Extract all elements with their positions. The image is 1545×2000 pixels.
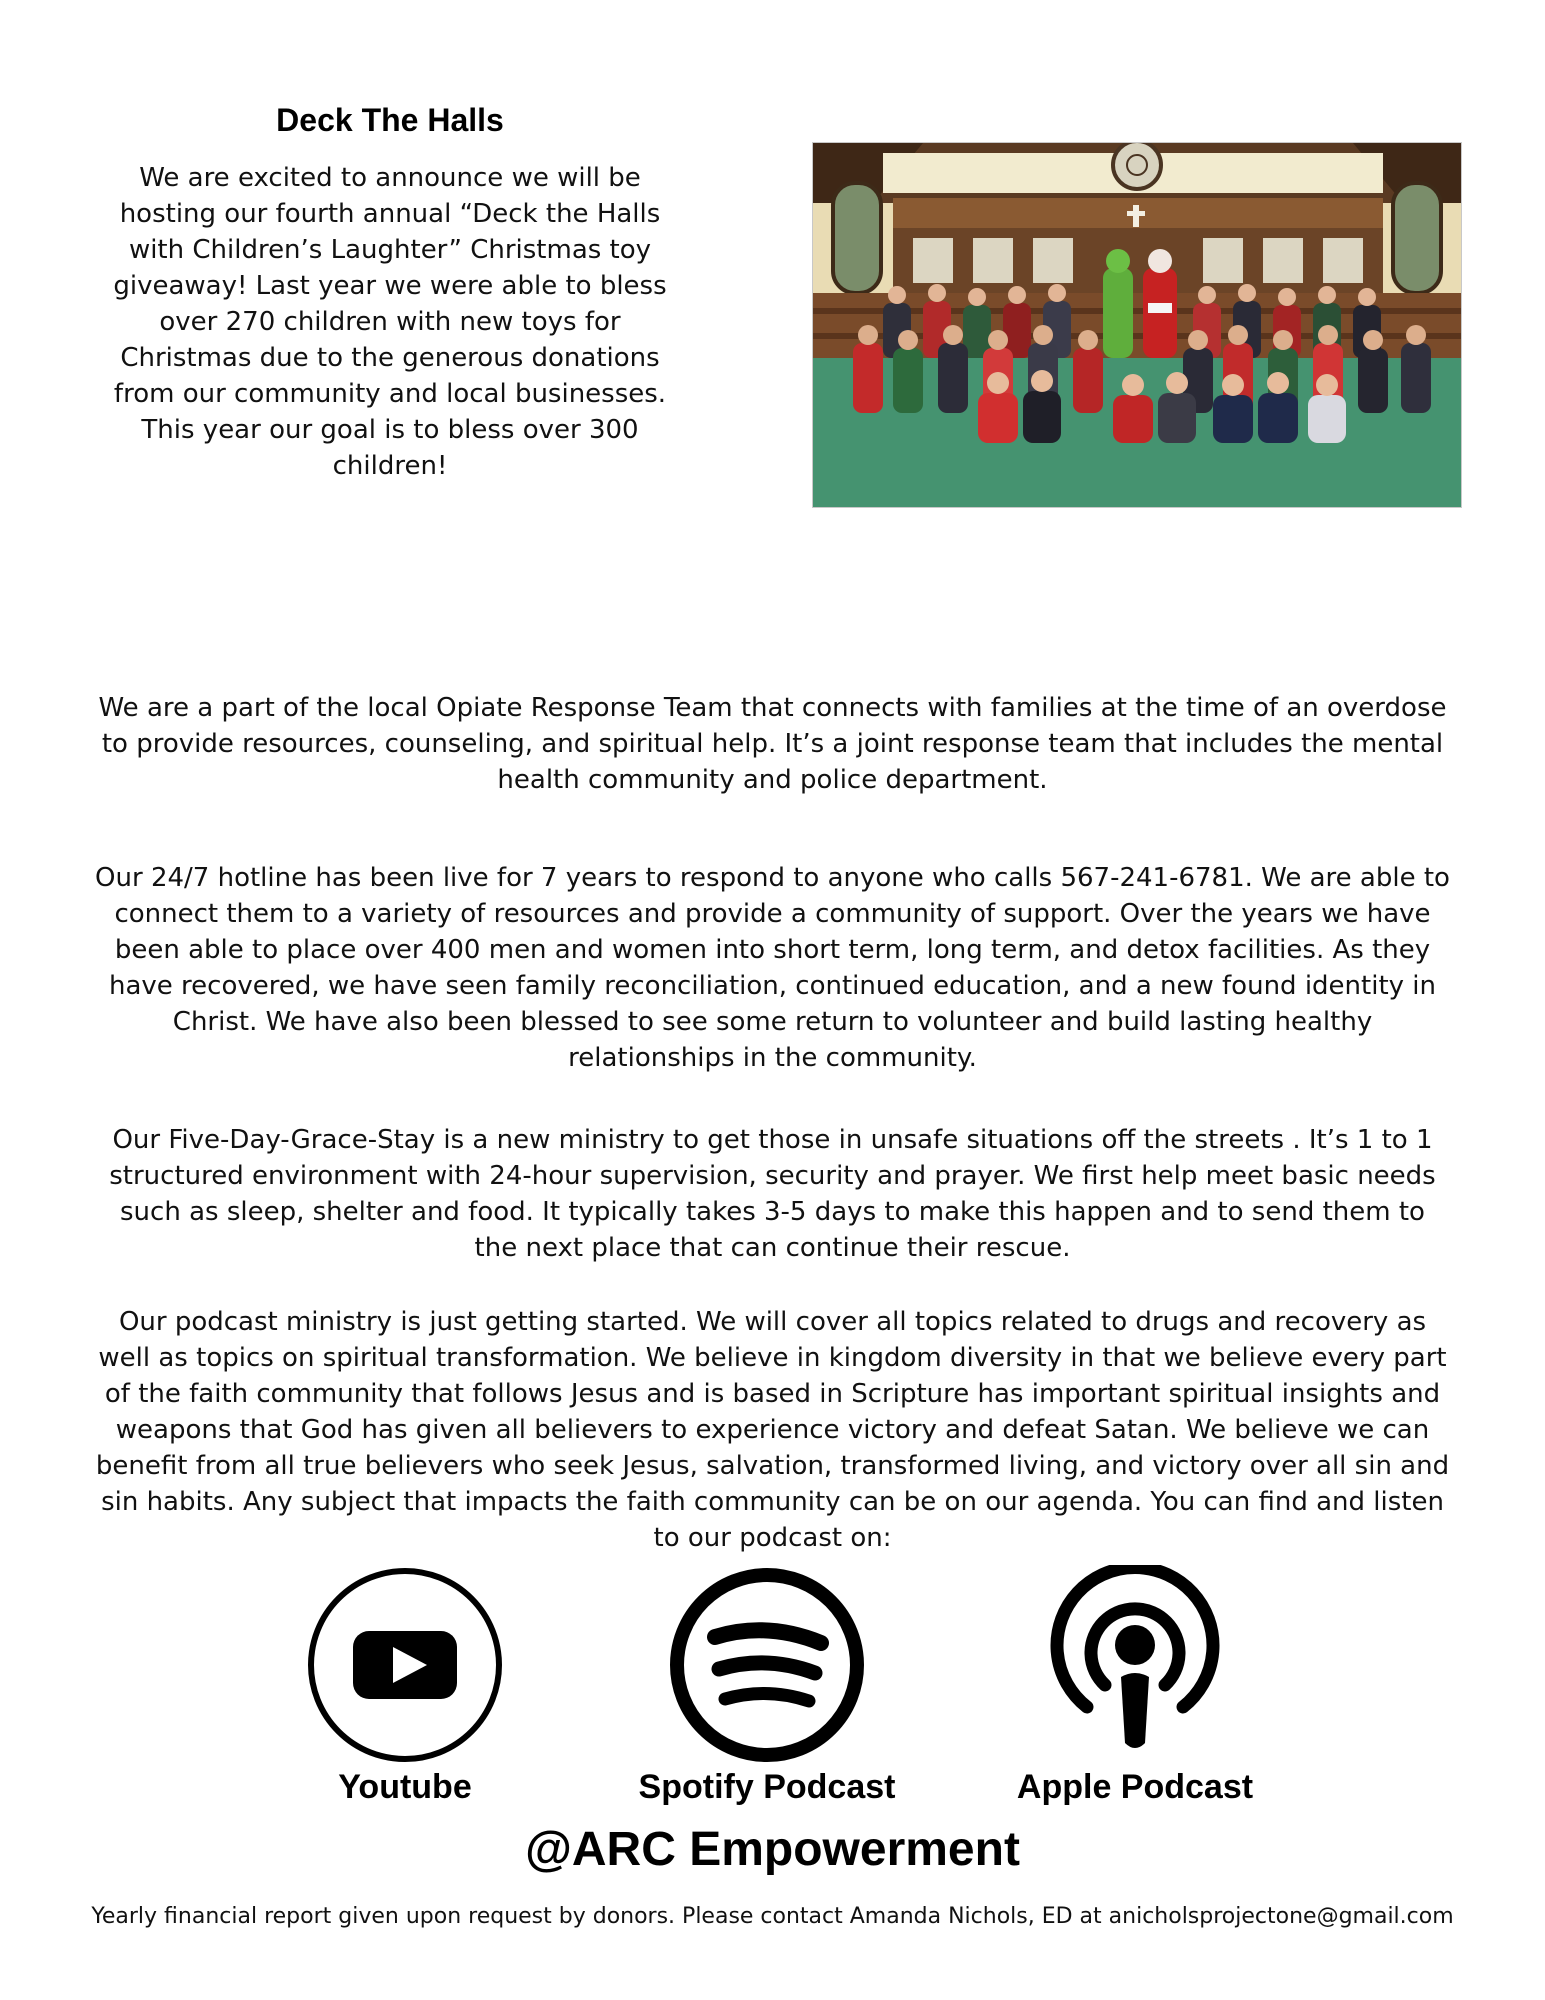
apple-podcast-link[interactable] [970,1565,1300,1815]
group-photo-illustration [813,143,1461,507]
social-handle: @ARC Empowerment [525,1823,1020,1876]
youtube-label: Youtube [338,1768,472,1806]
apple-podcast-icon [1035,1565,1235,1765]
deck-the-halls-title: Deck The Halls [276,102,504,138]
spotify-link[interactable] [602,1565,932,1815]
podcast-paragraph: Our podcast ministry is just getting started. We will cover all topics related to drugs and recovery as well as topics on spiritual transformation. We believe in kingdom diversity in that we believe every part of the faith community that follows Jesus and is based in Scripture has important spiritual insights and weapons that God has given all believers to experience victory and defeat Satan. We believe we can benefit from all true believers who seek Jesus, salvation, transformed living, and victory over all sin and sin habits. Any subject that impacts the faith community can be on our agenda. You can find and listen to our podcast on: [95,1307,1450,1553]
apple-podcast-label: Apple Podcast [1016,1768,1254,1806]
youtube-link[interactable] [240,1565,570,1815]
spotify-icon [667,1565,867,1765]
deck-the-halls-text: We are excited to announce we will be hosting our fourth annual “Deck the Halls with Children’s Laughter” Christmas toy giveaway! Last year we were able to bless over 270 children with new toys for Christmas due to the generous donations from our community and local businesses. This year our goal is to bless over 300 children! [113,163,667,481]
spotify-label: Spotify Podcast [638,1768,896,1806]
church-group-photo [812,142,1462,508]
grace-stay-paragraph: Our Five-Day-Grace-Stay is a new ministry to get those in unsafe situations off the streets . It’s 1 to 1 structured environment with 24-hour supervision, security and prayer. We first help meet basic needs such as sleep, shelter and food. It typically takes 3-5 days to make this happen and to send them to the next place that can continue their rescue. [109,1125,1436,1263]
youtube-icon [305,1565,505,1765]
opiate-response-paragraph: We are a part of the local Opiate Response Team that connects with families at the time of an overdose to provide resources, counseling, and spiritual help. It’s a joint response team that includes the mental health community and police department. [98,693,1447,795]
hotline-paragraph: Our 24/7 hotline has been live for 7 years to respond to anyone who calls 567-241-6781. We are able to connect them to a variety of resources and provide a community of support. Over the years we have been able to place over 400 men and women into short term, long term, and detox facilities. As they have recovered, we have seen family reconciliation, continued education, and a new found identity in Christ. We have also been blessed to see some return to volunteer and build lasting healthy relationships in the community. [95,863,1450,1073]
footer-note: Yearly financial report given upon request by donors. Please contact Amanda Nichols, ED at anicholsprojectone@gmail.com [91,1904,1454,1929]
